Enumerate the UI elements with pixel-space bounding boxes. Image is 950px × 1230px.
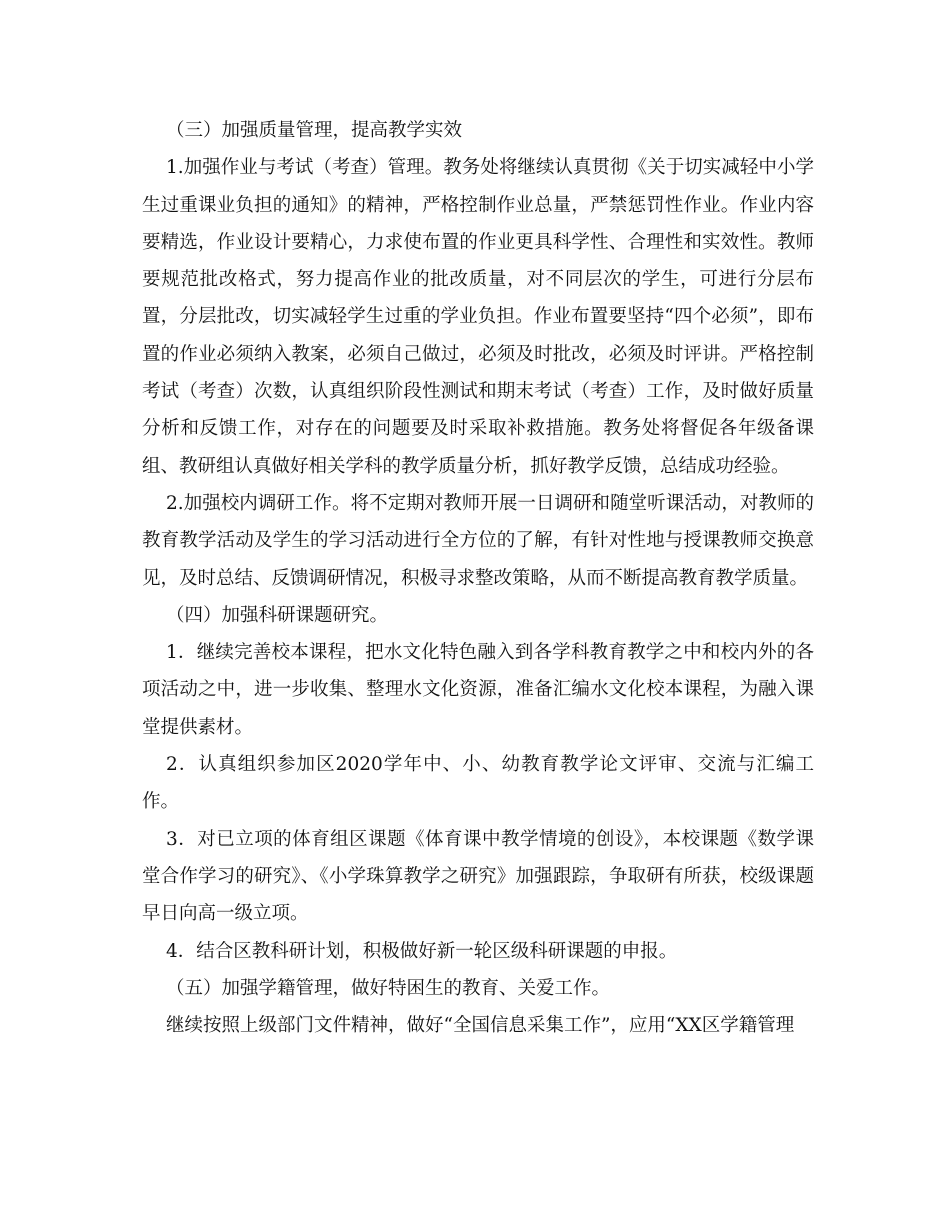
paragraph-paper-review: 2．认真组织参加区2020学年中、小、幼教育教学论文评审、交流与汇编工作。 [142,754,814,813]
section-heading-4: （四）加强科研课题研究。 [166,604,389,626]
section-heading-3: （三）加强质量管理，提高教学实效 [166,120,463,141]
paragraph-research-topics: 3．对已立项的体育组区课题《体育课中教学情境的创设》，本校课题《数学课堂合作学习的研究》、《小学珠算教学之研究》加强跟踪，争取研有所获，校级课题早日向高一级立项。 [142,828,814,925]
paragraph-topic-application: 4．结合区教科研计划，积极做好新一轮区级科研课题的申报。 [166,940,678,962]
document-body [142,112,814,1044]
paragraph-school-research: 2.加强校内调研工作。将不定期对教师开展一日调研和随堂听课活动，对教师的教育教学活动及学生的学习活动进行全方位的了解，有针对性地与授课教师交换意见，及时总结、反馈调研情况，积极寻求整改策略，从而不断提高教育教学质量。 [142,492,814,589]
section-heading-5: （五）加强学籍管理，做好特困生的教育、关爱工作。 [166,977,611,999]
paragraph-student-records: 继续按照上级部门文件精神，做好“全国信息采集工作”，应用“XX区学籍管理 [166,1015,795,1037]
paragraph-homework-exam: 1.加强作业与考试（考查）管理。教务处将继续认真贯彻《关于切实减轻中小学生过重课业负担的通知》的精神，严格控制作业总量，严禁惩罚性作业。作业内容要精选，作业设计要精心，力求使布置的作业更具科学性、合理性和实效性。教师要规范批改格式，努力提高作业的批改质量，对不同层次的学生，可进行分层布置，分层批改，切实减轻学生过重的学业负担。作业布置要坚持“四个必须”，即布置的作业必须纳入教案，必须自己做过，必须及时批改，必须及时评讲。严格控制考试（考查）次数，认真组织阶段性测试和期末考试（考查）工作，及时做好质量分析和反馈工作，对存在的问题要及时采取补救措施。教务处将督促各年级备课组、教研组认真做好相关学科的教学质量分析，抓好教学反馈，总结成功经验。 [142,157,814,477]
paragraph-school-curriculum: 1．继续完善校本课程，把水文化特色融入到各学科教育教学之中和校内外的各项活动之中，进一步收集、整理水文化资源，准备汇编水文化校本课程，为融入课堂提供素材。 [142,642,814,738]
